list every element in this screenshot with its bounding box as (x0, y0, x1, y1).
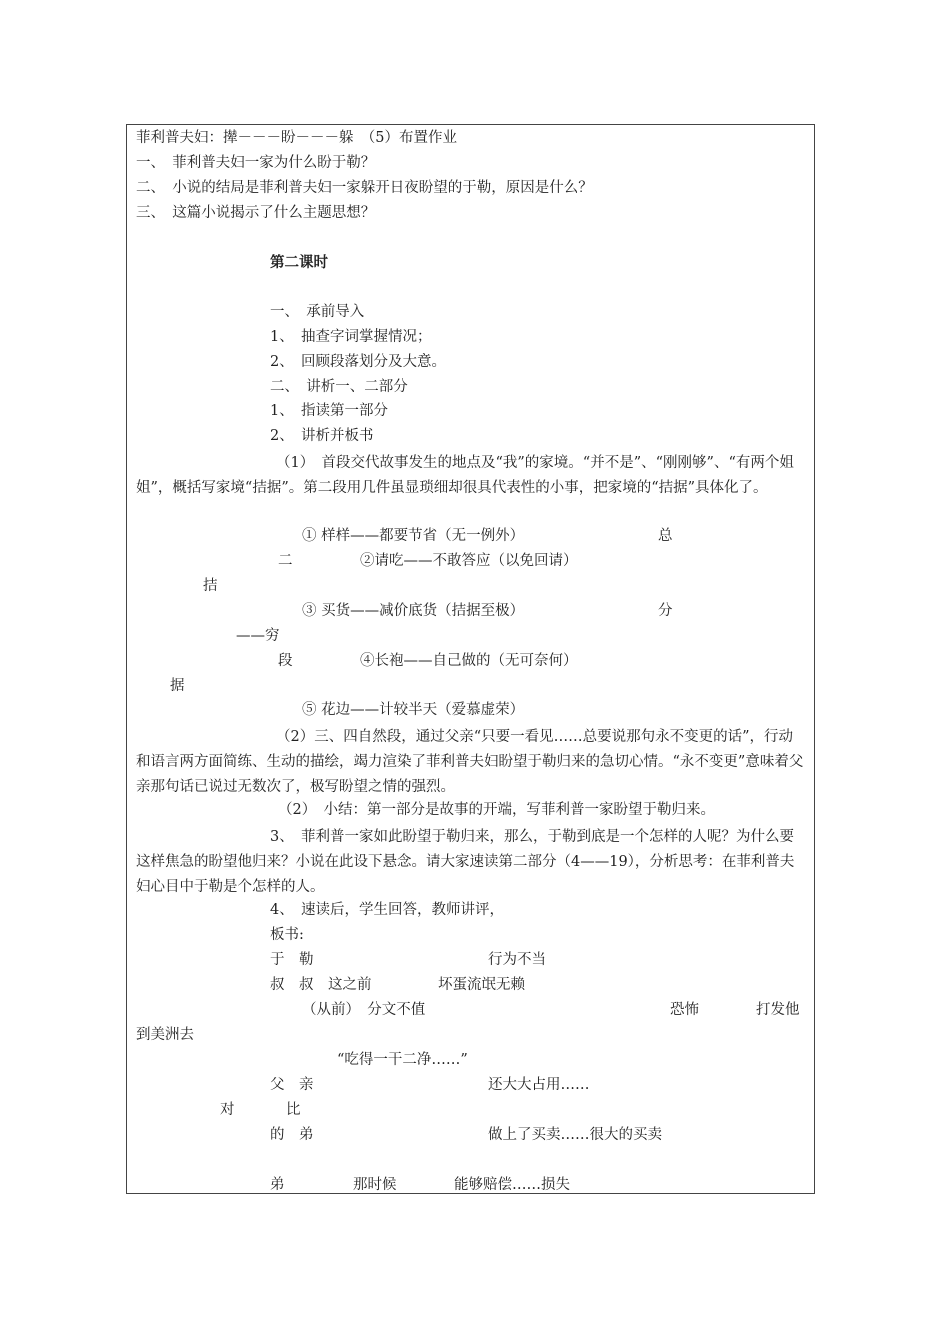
board-line: 叔 叔 这之前 (270, 977, 372, 993)
board-line: 二 (278, 553, 293, 569)
board-line: 行为不当 (488, 952, 546, 968)
text-line: 二、 讲析一、二部分 (270, 379, 408, 395)
board-line: 父 亲 (270, 1077, 314, 1093)
board-line: ④长袍——自己做的（无可奈何） (360, 653, 578, 669)
paragraph: （1） 首段交代故事发生的地点及“我”的家境。“并不是”、“刚刚够”、“有两个姐姐”，概括写家境“拮据”。第二段用几件虽显琐细却很具代表性的小事，把家境的“拮据”具体化了。 (136, 455, 794, 496)
board-line: 段 (278, 653, 293, 669)
board-line: 到美洲去 (136, 1027, 194, 1043)
board-line: “吃得一干二净……” (337, 1052, 468, 1068)
board-line: 据 (170, 678, 185, 694)
text-line: 板书: (270, 927, 304, 943)
board-line: 那时候 (353, 1177, 397, 1193)
board-line: ——穷 (236, 628, 280, 644)
board-line: 于 勒 (270, 952, 314, 968)
text-line: 1、 抽查字词掌握情况； (270, 329, 432, 345)
text-line: （2） 小结：第一部分是故事的开端，写菲利普一家盼望于勒归来。 (278, 802, 715, 818)
board-line: 拮 (203, 578, 218, 594)
text-line: 一、 承前导入 (270, 304, 365, 320)
board-line: 恐怖 (670, 1002, 699, 1018)
board-line: 对 (220, 1102, 235, 1118)
question-3: 三、 这篇小说揭示了什么主题思想？ (136, 205, 376, 221)
board-line: 比 (286, 1102, 301, 1118)
board-line: ③ 买货——减价底货（拮据至极） (302, 603, 525, 619)
text-line: 4、 速读后，学生回答，教师讲评， (270, 902, 504, 918)
board-line: 总 (658, 528, 673, 544)
board-line: 做上了买卖……很大的买卖 (488, 1127, 662, 1143)
section-title: 第二课时 (270, 254, 328, 271)
board-line: ① 样样——都要节省（无一例外） (302, 528, 525, 544)
board-line: 坏蛋流氓无赖 (438, 977, 525, 993)
text-line: 2、 讲析并板书 (270, 428, 374, 444)
board-line: 分 (658, 603, 673, 619)
board-line: （从前） 分文不值 (302, 1002, 426, 1018)
board-line: ⑤ 花边——计较半天（爱慕虚荣） (302, 702, 525, 718)
board-line: 的 弟 (270, 1127, 314, 1143)
text-line: 2、 回顾段落划分及大意。 (270, 354, 446, 370)
text-line: 菲利普夫妇：撵－－－盼－－－躲 （5）布置作业 (136, 130, 457, 146)
paragraph: 3、 菲利普一家如此盼望于勒归来，那么，于勒到底是一个怎样的人呢？为什么要这样焦急的盼望他归来？小说在此设下悬念。请大家速读第二部分（4——19），分析思考：在菲利普夫妇心目中于勒是个怎样的人。 (136, 829, 795, 895)
question-2: 二、 小说的结局是菲利普夫妇一家躲开日夜盼望的于勒，原因是什么？ (136, 180, 593, 196)
board-line: ②请吃——不敢答应（以免回请） (360, 553, 578, 569)
board-line: 能够赔偿……损失 (454, 1177, 570, 1193)
board-line: 弟 (270, 1177, 285, 1193)
question-1: 一、 菲利普夫妇一家为什么盼于勒？ (136, 155, 376, 171)
board-line: 还大大占用…… (488, 1077, 590, 1093)
paragraph: （2）三、四自然段，通过父亲“只要一看见……总要说那句永不变更的话”，行动和语言两方面简练、生动的描绘，竭力渲染了菲利普夫妇盼望于勒归来的急切心情。“永不变更”意味着父亲那句话已说过无数次了，极写盼望之情的强烈。 (136, 729, 804, 795)
text-line: 1、 指读第一部分 (270, 403, 388, 419)
board-line: 打发他 (756, 1002, 800, 1018)
